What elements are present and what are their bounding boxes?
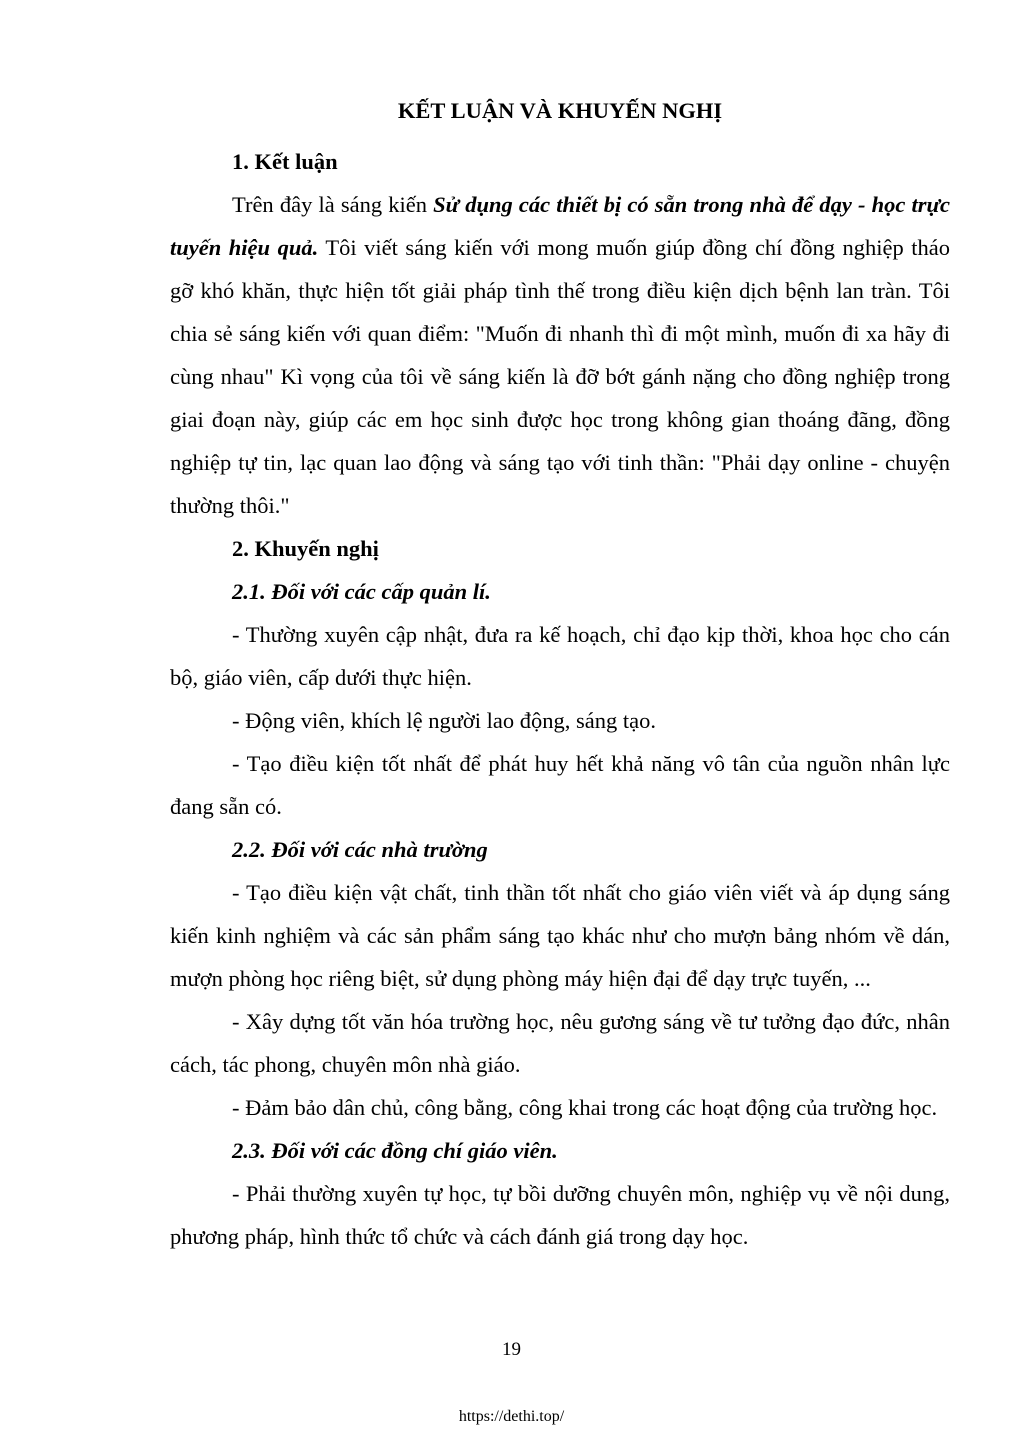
conclusion-lead: Trên đây là sáng kiến — [232, 192, 434, 217]
initiative-title: Sử dụng các thiết bị có sẵn trong nhà để dạy - học trực tuyến hiệu quả. — [170, 192, 951, 260]
subsection-heading-schools: 2.2. Đối với các nhà trường — [232, 837, 488, 862]
list-item: - Đảm bảo dân chủ, công bằng, công khai trong các hoạt động của trường học. — [232, 1095, 938, 1120]
section-heading-recommendations: 2. Khuyến nghị — [232, 536, 379, 561]
section-heading-conclusion: 1. Kết luận — [232, 149, 338, 174]
page-number: 19 — [502, 1339, 521, 1360]
page-content — [170, 96, 950, 1258]
list-item: - Xây dựng tốt văn hóa trường học, nêu gương sáng về tư tưởng đạo đức, nhân cách, tác phong, chuyên môn nhà giáo. — [170, 1009, 950, 1077]
list-item: - Tạo điều kiện vật chất, tinh thần tốt nhất cho giáo viên viết và áp dụng sáng kiến kinh nghiệm và các sản phẩm sáng tạo khác như cho mượn bảng nhóm về dán, mượn phòng học riêng biệt, sử dụng phòng máy hiện đại để dạy trực tuyến, ... — [170, 880, 950, 991]
list-item: - Thường xuyên cập nhật, đưa ra kế hoạch, chỉ đạo kịp thời, khoa học cho cán bộ, giáo viên, cấp dưới thực hiện. — [170, 622, 950, 690]
footer-url: https://dethi.top/ — [458, 1408, 565, 1425]
conclusion-body: Tôi viết sáng kiến với mong muốn giúp đồng chí đồng nghiệp tháo gỡ khó khăn, thực hiện tốt giải pháp tình thế trong điều kiện dịch bệnh lan tràn. Tôi chia sẻ sáng kiến với quan điểm: "Muốn đi nhanh thì đi một mình, muốn đi xa hãy đi cùng nhau" Kì vọng của tôi về sáng kiến là đỡ bớt gánh nặng cho đồng nghiệp trong giai đoạn này, giúp các em học sinh được học trong không gian thoáng đãng, đồng nghiệp tự tin, lạc quan lao động và sáng tạo với tinh thần: "Phải dạy online - chuyện thường thôi." — [170, 235, 950, 518]
list-item: - Phải thường xuyên tự học, tự bồi dưỡng chuyên môn, nghiệp vụ về nội dung, phương pháp, hình thức tổ chức và cách đánh giá trong dạy học. — [170, 1181, 950, 1249]
subsection-heading-teachers: 2.3. Đối với các đồng chí giáo viên. — [232, 1138, 558, 1163]
list-item: - Tạo điều kiện tốt nhất để phát huy hết khả năng vô tân của nguồn nhân lực đang sẵn có. — [170, 751, 950, 819]
list-item: - Động viên, khích lệ người lao động, sáng tạo. — [232, 708, 657, 733]
subsection-heading-managers: 2.1. Đối với các cấp quản lí. — [232, 579, 491, 604]
conclusion-paragraph — [170, 183, 950, 527]
page-title: KẾT LUẬN VÀ KHUYẾN NGHỊ — [397, 98, 723, 123]
